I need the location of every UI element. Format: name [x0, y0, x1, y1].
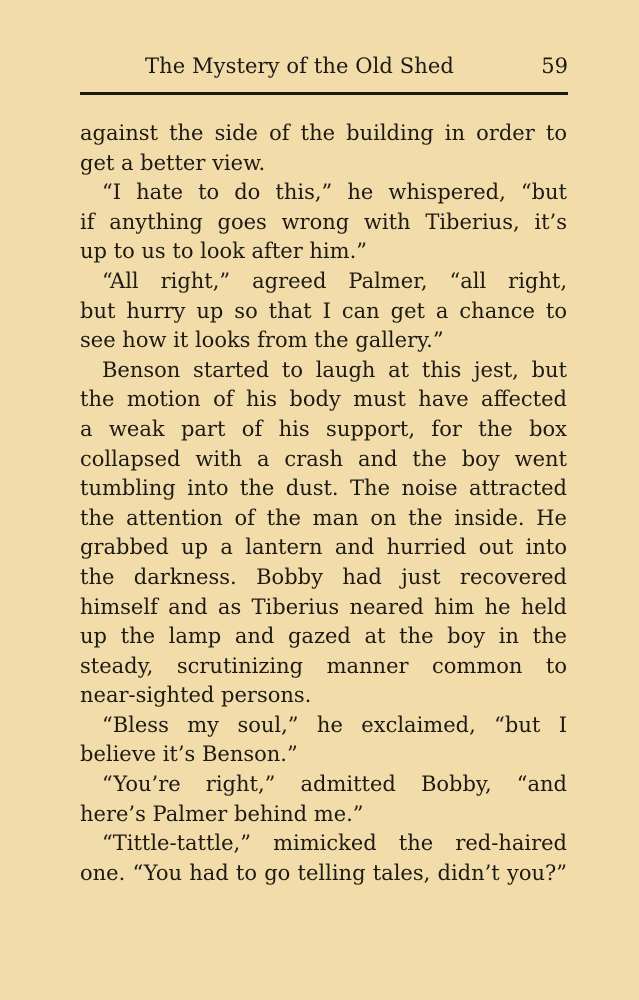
text-line: against the side of the building in order to [80, 121, 567, 145]
text-line: “All right,” agreed Palmer, “all right, [102, 268, 567, 293]
text-line: but hurry up so that I can get a chance to [80, 298, 567, 323]
chapter-title: The Mystery of the Old Shed [145, 54, 454, 78]
text-line: “Tittle-tattle,” mimicked the red-haired [102, 831, 567, 856]
text-line: if anything goes wrong with Tiberius, it’s [80, 209, 567, 234]
text-line: a weak part of his support, for the box [80, 416, 567, 441]
text-line: tumbling into the dust. The noise attracted [80, 476, 567, 501]
text-line: collapsed with a crash and the boy went [80, 446, 567, 471]
text-line: “You’re right,” admitted Bobby, “and [102, 772, 567, 797]
text-line: grabbed up a lantern and hurried out into [80, 535, 567, 560]
header-rule [80, 92, 568, 95]
text-line: the attention of the man on the inside. He [80, 505, 567, 530]
text-line: see how it looks from the gallery.” [80, 328, 444, 353]
text-line: one. “You had to go telling tales, didn’t you?” [80, 860, 567, 885]
text-line: up to us to look after him.” [80, 239, 367, 264]
text-line: near-sighted persons. [80, 683, 312, 708]
text-line: believe it’s Benson.” [80, 742, 298, 767]
running-header [80, 50, 568, 86]
text-line: the darkness. Bobby had just recovered [80, 564, 567, 589]
text-line: up the lamp and gazed at the boy in the [80, 624, 567, 649]
text-line: Benson started to laugh at this jest, but [102, 357, 567, 382]
body-text [80, 119, 567, 888]
text-line: steady, scrutinizing manner common to [80, 653, 567, 678]
text-line: himself and as Tiberius neared him he held [80, 594, 567, 619]
text-line: “Bless my soul,” he exclaimed, “but I [102, 712, 567, 737]
text-line: here’s Palmer behind me.” [80, 801, 364, 826]
page-number: 59 [541, 54, 568, 78]
text-line: the motion of his body must have affected [80, 387, 567, 412]
text-line: get a better view. [80, 150, 266, 175]
text-line: “I hate to do this,” he whispered, “but [102, 180, 567, 205]
